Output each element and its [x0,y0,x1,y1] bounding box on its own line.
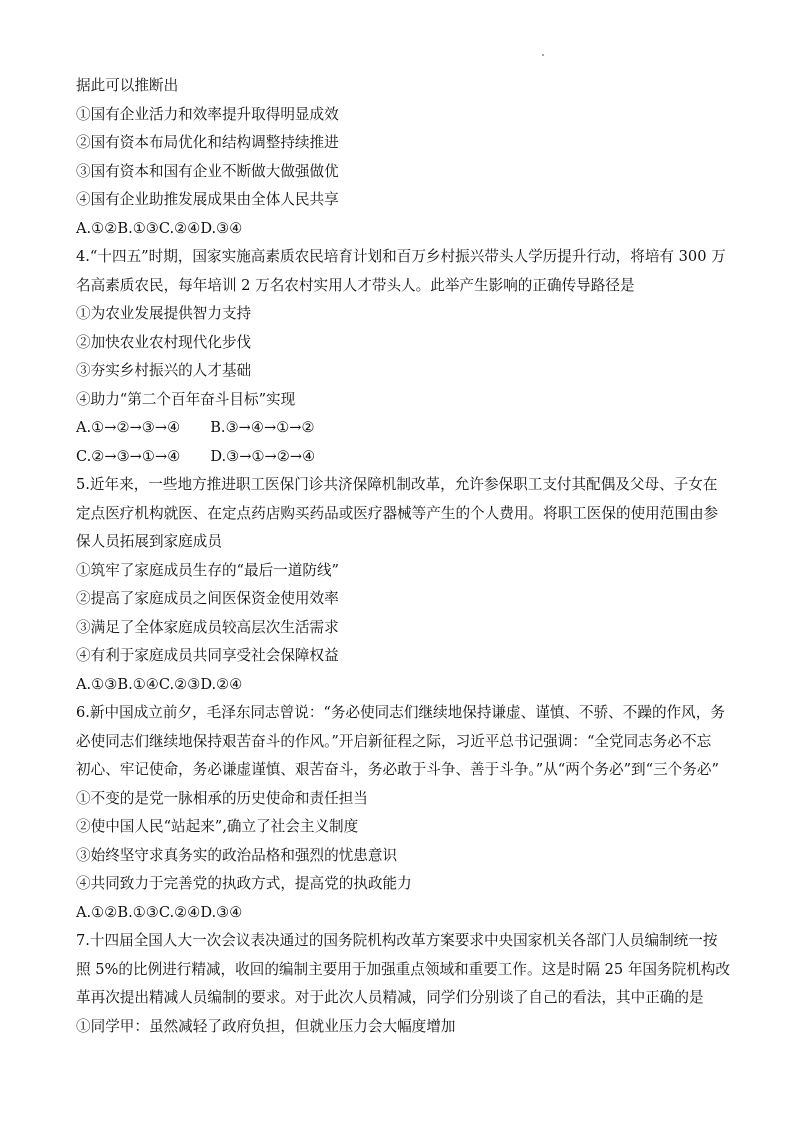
question-5 [76,471,726,699]
q4-option-a: A.①→②→③→④ [76,419,181,436]
q5-item-1: ①筑牢了家庭成员生存的“最后一道防线” [76,561,340,579]
q5-item-2: ②提高了家庭成员之间医保资金使用效率 [76,590,339,607]
q6-item-4: ④共同致力于完善党的执政方式，提高党的执政能力 [76,875,412,892]
q6-item-3: ③始终坚守求真务实的政治品格和强烈的忧患意识 [76,846,398,864]
q4-options-row-1 [76,414,726,443]
q5-options: A.①③B.①④C.②③D.②④ [76,675,243,693]
q7-stem-line-3: 革再次提出精减人员编制的要求。对于此次人员精减，同学们分别谈了自己的看法，其中正确的是 [76,989,704,1006]
q3-item-4: ④国有企业助推发展成果由全体人民共享 [76,191,339,208]
q5-item-3: ③满足了全体家庭成员较高层次生活需求 [76,618,339,636]
q6-stem-line-1: 6.新中国成立前夕，毛泽东同志曾说：“务必使同志们继续地保持谦虚、谨慎、不骄、不躁的作风，务 [76,704,725,721]
exam-page [76,72,730,1041]
q7-item-1: ①同学甲：虽然减轻了政府负担，但就业压力会大幅度增加 [76,1017,456,1035]
q7-stem-line-1: 7.十四届全国人大一次会议表决通过的国务院机构改革方案要求中央国家机关各部门人员编制统一按 [76,932,718,949]
q3-item-3: ③国有资本和国有企业不断做大做强做优 [76,162,339,180]
q6-item-1: ①不变的是党一脉相承的历史使命和责任担当 [76,789,368,807]
q3-stem-end: 据此可以推断出 [76,77,179,94]
q4-options-row-2 [76,443,726,472]
q6-options: A.①②B.①③C.②④D.③④ [76,903,243,921]
q6-stem-line-2: 必使同志们继续地保持艰苦奋斗的作风。”开启新征程之际，习近平总书记强调：“全党同志务必不忘 [76,732,712,750]
q3-item-2: ②国有资本布局优化和结构调整持续推进 [76,134,339,151]
q4-option-d: D.③→①→②→④ [210,447,316,465]
question-6 [76,699,726,927]
q6-item-2: ②使中国人民“站起来”,确立了社会主义制度 [76,818,359,835]
q7-stem-line-2: 照 5%的比例进行精减，收回的编制主要用于加强重点领域和重要工作。这是时隔 25 年国务院机构改 [76,960,730,978]
q5-stem-line-3: 保人员拓展到家庭成员 [76,533,222,550]
q6-stem-line-3: 初心、牢记使命，务必谦虚谨慎、艰苦奋斗，务必敢于斗争、善于斗争。”从“两个务必”到“三个务必” [76,761,719,778]
q4-option-b: B.③→④→①→② [210,419,315,436]
q4-option-c: C.②→③→①→④ [76,447,181,465]
q5-stem-line-1: 5.近年来，一些地方推进职工医保门诊共济保障机制改革，允许参保职工支付其配偶及父母、子女在 [76,476,718,493]
q5-stem-line-2: 定点医疗机构就医、在定点药店购买药品或医疗器械等产生的个人费用。将职工医保的使用范围由参 [76,504,719,522]
q4-item-1: ①为农业发展提供智力支持 [76,305,252,322]
question-3 [76,72,726,243]
q3-item-1: ①国有企业活力和效率提升取得明显成效 [76,105,339,123]
scan-dot [542,54,544,56]
q4-item-4: ④助力“第二个百年奋斗目标”实现 [76,390,296,408]
q5-item-4: ④有利于家庭成员共同享受社会保障权益 [76,647,339,664]
question-4 [76,243,726,471]
q3-options: A.①②B.①③C.②④D.③④ [76,219,243,237]
q4-stem-line-1: 4.“十四五”时期，国家实施高素质农民培育计划和百万乡村振兴带头人学历提升行动，将培有 300 万 [76,248,726,265]
q4-stem-line-2: 名高素质农民，每年培训 2 万名农村实用人才带头人。此举产生影响的正确传导路径是 [76,276,635,294]
q4-item-3: ③夯实乡村振兴的人才基础 [76,362,252,379]
question-7 [76,927,730,1041]
q4-item-2: ②加快农业农村现代化步伐 [76,333,252,351]
